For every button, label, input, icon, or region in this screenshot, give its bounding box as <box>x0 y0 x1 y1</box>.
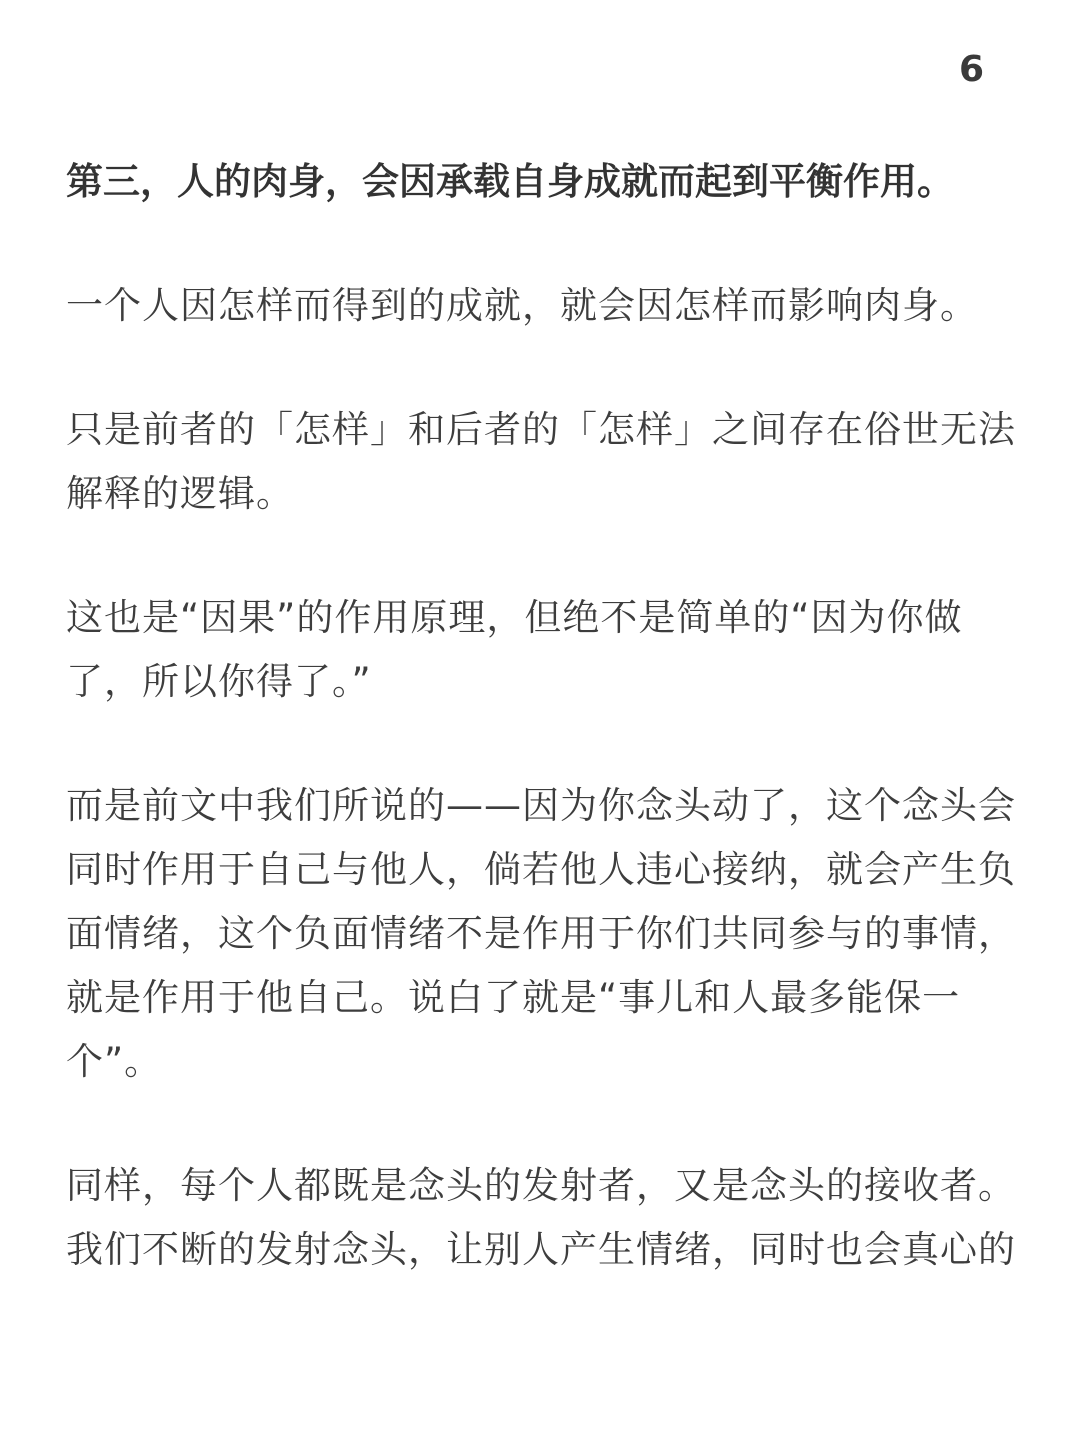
article-body <box>66 150 1016 1342</box>
paragraph-line: 同样，每个人都既是念头的发射者，又是念头的接收者。 <box>66 1164 1016 1207</box>
paragraph-5 <box>66 1154 1016 1282</box>
paragraph-2 <box>66 398 1016 526</box>
paragraph-line: 了，所以你得了。” <box>66 660 372 703</box>
paragraph-line: 就是作用于他自己。说白了就是“事儿和人最多能保一 <box>66 976 961 1019</box>
paragraph-3 <box>66 586 1016 714</box>
page-number: 6 <box>958 49 984 90</box>
paragraph-line: 我们不断的发射念头，让别人产生情绪，同时也会真心的 <box>66 1228 1016 1271</box>
paragraph-line: 而是前文中我们所说的——因为你念头动了，这个念头会 <box>66 784 1016 827</box>
paragraph-line: 只是前者的「怎样」和后者的「怎样」之间存在俗世无法 <box>66 408 1016 451</box>
paragraph-line: 同时作用于自己与他人，倘若他人违心接纳，就会产生负 <box>66 848 1016 891</box>
paragraph-1 <box>66 274 1016 338</box>
paragraph-line: 个”。 <box>66 1040 163 1083</box>
paragraph-line: 一个人因怎样而得到的成就，就会因怎样而影响肉身。 <box>66 284 978 327</box>
paragraph-4 <box>66 774 1016 1094</box>
paragraph-line: 面情绪，这个负面情绪不是作用于你们共同参与的事情， <box>66 912 1016 955</box>
paragraph-line: 解释的逻辑。 <box>66 472 294 515</box>
paragraph-line: 这也是“因果”的作用原理，但绝不是简单的“因为你做 <box>66 596 963 639</box>
section-heading: 第三，人的肉身，会因承载自身成就而起到平衡作用。 <box>66 160 954 203</box>
